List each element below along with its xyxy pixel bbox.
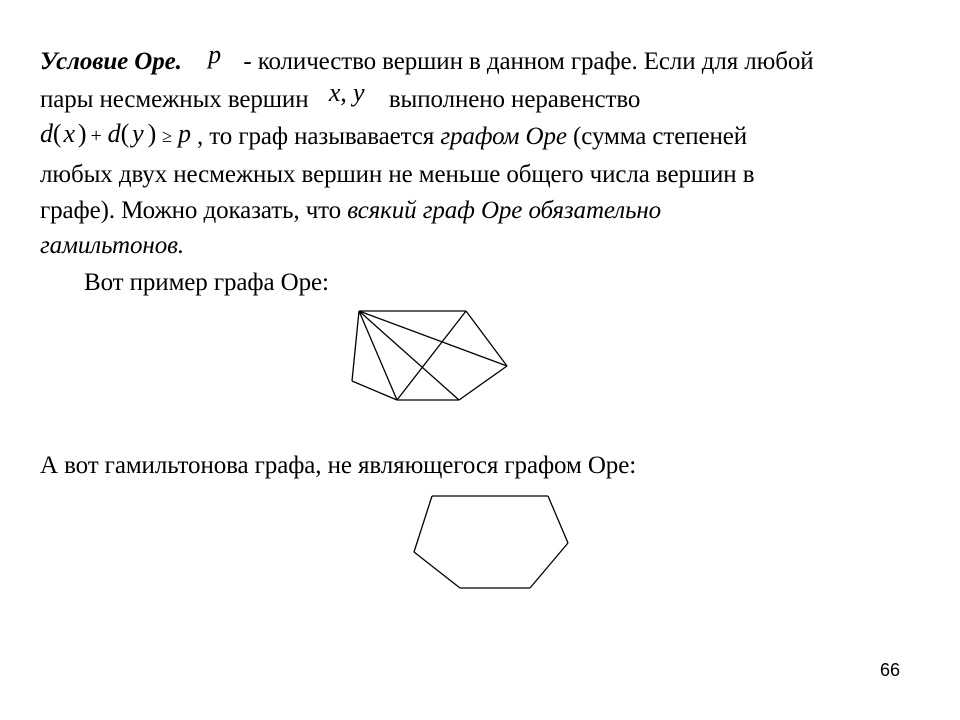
line-2: [40, 78, 641, 115]
hamiltonian-example-caption: А вот гамильтонова графа, не являющегося графом Оре:: [40, 452, 637, 479]
graph-edge: [397, 311, 466, 400]
line-7: [84, 268, 329, 298]
line-2-text-rest: выполнено неравенство: [388, 86, 641, 113]
formula-geq: ≥: [162, 126, 172, 146]
graph-edge: [459, 366, 507, 400]
line-1-text: - количество вершин в данном графе. Если для любой: [243, 48, 814, 75]
formula-d: d: [40, 119, 53, 148]
line-1: [40, 40, 814, 77]
formula-paren: ): [77, 119, 87, 148]
line-4-text: любых двух несмежных вершин не меньше общего числа вершин в: [40, 161, 755, 188]
graph-edge: [548, 496, 568, 543]
theorem-statement-end: гамильтонов.: [40, 232, 185, 259]
line-8: [40, 451, 636, 481]
slide-number: 66: [880, 660, 901, 680]
line-3-text: , то граф называвается: [197, 123, 435, 150]
graph-edge: [414, 552, 460, 588]
line-5-text: графе). Можно доказать, что: [40, 197, 342, 224]
ore-example-caption: Вот пример графа Оре:: [84, 269, 329, 296]
line-3-paren: (сумма степеней: [573, 123, 748, 150]
formula-paren: (: [52, 119, 62, 148]
line-5: [40, 196, 661, 226]
graph-edge: [352, 381, 397, 400]
variable-p: p: [208, 40, 221, 69]
formula-paren: (: [120, 119, 130, 148]
ore-graph-term: графом Оре: [440, 123, 567, 150]
formula-plus: +: [90, 125, 102, 147]
line-6: [40, 231, 184, 261]
ore-condition-title: Условие Оре.: [40, 48, 182, 75]
graph-edge: [352, 311, 359, 381]
graph-edge: [466, 311, 507, 366]
formula-paren: ): [147, 119, 157, 148]
theorem-statement: всякий граф Оре обязательно: [347, 197, 662, 224]
ore-graph-edges: [352, 311, 507, 400]
graph-edge: [414, 496, 432, 552]
formula-degree-sum: [40, 121, 197, 148]
formula-p: p: [177, 119, 191, 148]
formula-d: d: [107, 119, 121, 148]
graph-edge: [359, 311, 507, 366]
graph-edge: [359, 311, 397, 400]
graph-edge: [530, 543, 568, 588]
formula-x: x: [63, 119, 75, 148]
graph-edge: [359, 311, 459, 400]
line-3: [40, 121, 747, 153]
formula-y: y: [132, 119, 144, 148]
line-4: [40, 160, 754, 190]
line-2-text: пары несмежных вершин: [40, 86, 309, 113]
hexagon-edges: [414, 496, 568, 588]
variables-x-y: x, y: [328, 78, 365, 107]
